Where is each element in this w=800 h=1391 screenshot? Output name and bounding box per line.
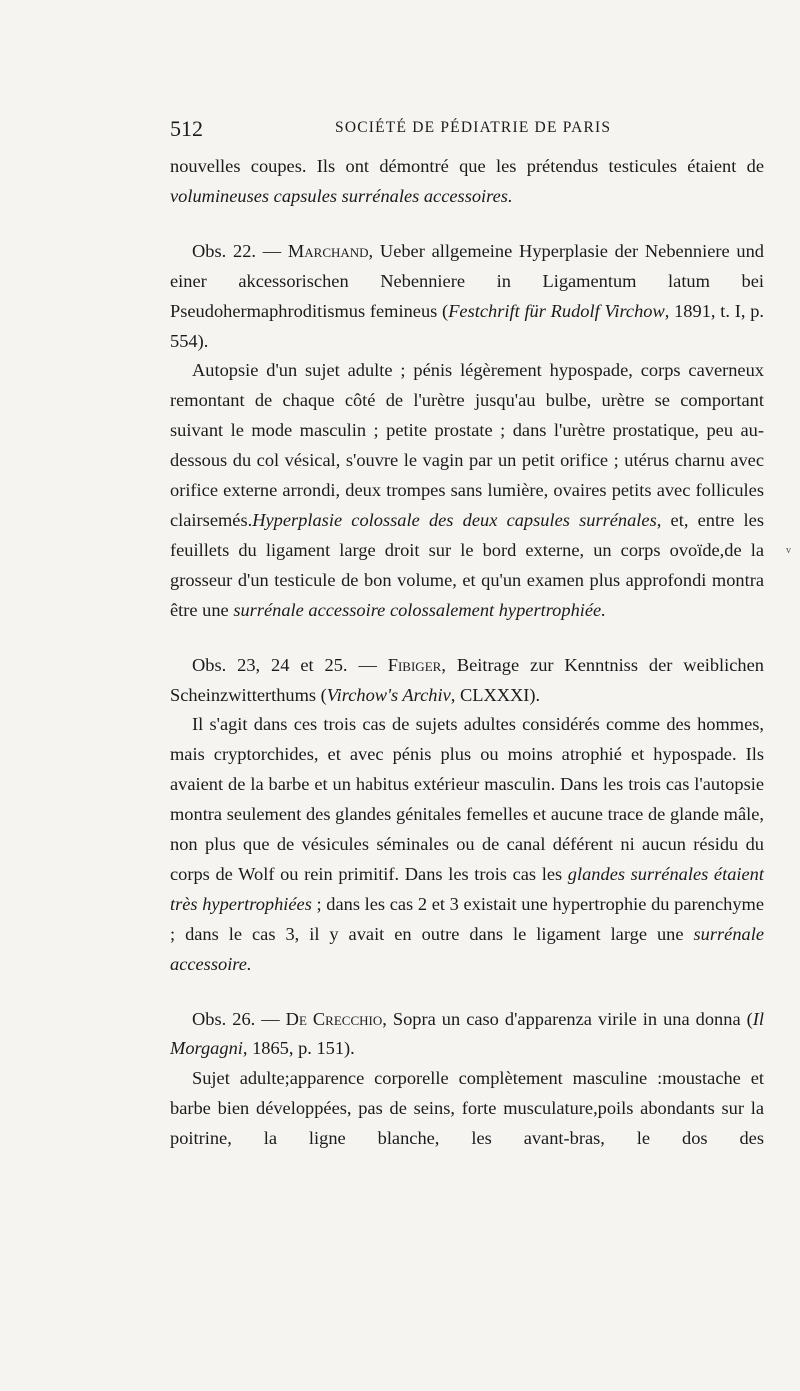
paragraph-trois-cas: Il s'agit dans ces trois cas de sujets adultes considérés comme des hommes, mais cryptorchides, et avec pénis plus ou moins atrophié et hypospade. Ils avaient de la barbe et un habitus extérieur masculin. Dans les trois cas l'autopsie montra seulement des glandes génitales femelles et aucune trace de glande mâle, non plus que de vésicules séminales ou de canal déférent ni aucun résidu du corps de Wolf ou rein primitif. Dans les trois cas les glandes surrénales étaient très hypertrophiées ; dans les cas 2 et 3 existait une hypertrophie du parenchyme ; dans le cas 3, il y avait en outre dans le ligament large une surrénale accessoire. bbox=[170, 714, 764, 974]
running-title: SOCIÉTÉ DE PÉDIATRIE DE PARIS bbox=[335, 119, 612, 136]
paragraph-obs-23-25: Obs. 23, 24 et 25. — Fibiger, Beitrage zur Kenntniss der weiblichen Scheinzwitterthums (Virchow's Archiv, CLXXXI). bbox=[170, 654, 764, 705]
paragraph-sujet-adulte: Sujet adulte;apparence corporelle complètement masculine :moustache et barbe bien développées, pas de seins, forte musculature,poils abondants sur la poitrine, la ligne blanche, les avant-bras, le dos des bbox=[170, 1068, 764, 1149]
paragraph-obs-26: Obs. 26. — De Crecchio, Sopra un caso d'apparenza virile in una donna (Il Morgagni, 1865, p. 151). bbox=[170, 1008, 764, 1059]
author-name: Fibiger bbox=[387, 654, 442, 675]
author-name: Marchand bbox=[287, 240, 369, 261]
page-header bbox=[170, 116, 764, 144]
author-name: De Crecchio bbox=[285, 1008, 383, 1029]
paragraph-1: nouvelles coupes. Ils ont démontré que les prétendus testicules étaient de volumineuses capsules surrénales accessoires. bbox=[170, 156, 764, 206]
margin-mark: v bbox=[786, 545, 791, 556]
page-number: 512 bbox=[170, 116, 203, 141]
paragraph-obs-22: Obs. 22. — Marchand, Ueber allgemeine Hyperplasie der Nebenniere und einer akcessorischen Nebenniere in Ligamentum latum bei Pseudohermaphroditismus femineus (Festchrift für Rudolf Virchow, 1891, t. I, p. 554). bbox=[170, 240, 764, 351]
paragraph-autopsie: Autopsie d'un sujet adulte ; pénis légèrement hypospade, corps caverneux remontant de chaque côté de l'urètre jusqu'au bulbe, urètre se comportant suivant le mode masculin ; petite prostate ; dans l'urètre prostatique, peu au-dessous du col vésical, s'ouvre le vagin par un petit orifice ; utérus charnu avec orifice externe arrondi, deux trompes sans lumière, ovaires petits avec follicules clairsemés.Hyperplasie colossale des deux capsules surrénales, et, entre les feuillets du ligament large droit sur le bord externe, un corps ovoïde,de la grosseur d'un testicule de bon volume, et qu'un examen plus approfondi montra être une surrénale accessoire colossalement hypertrophiée. bbox=[170, 360, 764, 620]
body-text bbox=[170, 152, 764, 1154]
